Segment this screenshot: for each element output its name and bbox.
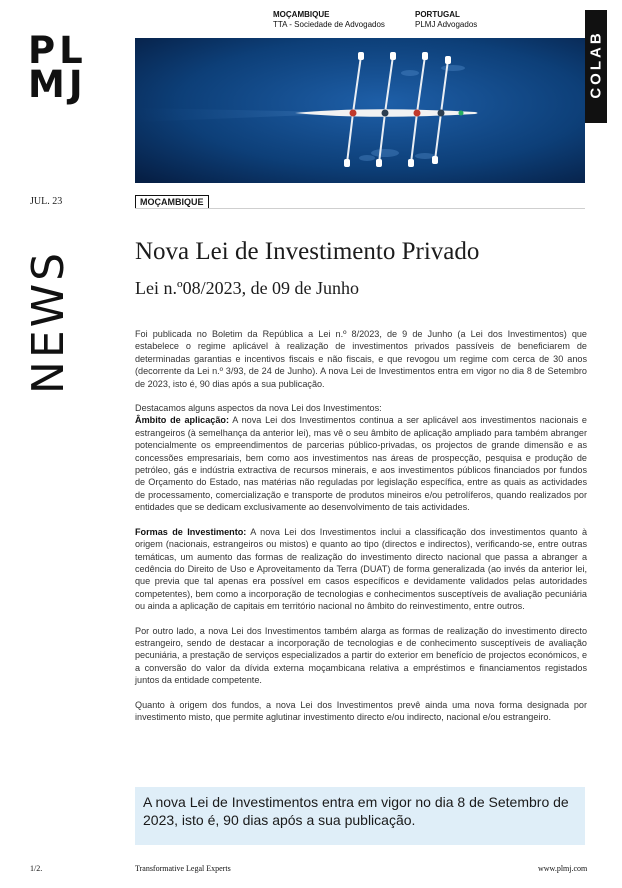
page-number: 1/2. [30,864,43,873]
paragraph-text: A nova Lei dos Investimentos inclui a classificação dos investimentos quanto à origem (nacionais, estrangeiros ou mistos) e quanto ao tipo (directos e indirectos), verificando-se, entre outras temáticas, um aumento das formas de realização do investimento directo nacional que passa a abranger a cedência do Direito de Uso e Aproveitamento da Terra (DUAT) de forma generalizada (ao invés da anterior lei, que previa que tal apenas era possível em casos específicos e devidamente validados pelas autoridades competentes), bem como a incorporação de tecnologias e conhecimentos susceptíveis de avaliação pecuniária ou ainda a aplicação de capitais em território nacional no âmbito do reinvestimento, entre outros. [135,526,587,612]
office-mozambique [273,10,385,30]
article-body [135,328,587,735]
logo-line-1: PL [28,29,87,72]
colab-label: COLAB [587,30,605,99]
office-country: PORTUGAL [415,10,460,19]
paragraph-scope [135,414,587,513]
paragraph: Foi publicada no Boletim da República a Lei n.º 8/2023, de 9 de Junho (a Lei dos Investimentos) que estabelece o regime aplicável à realização de investimentos privados passíveis de beneficiarem de determinadas garantias e incentivos fiscais e não fiscais, e que revogou um regime com cerca de 30 anos (decorrente da Lei n.º 3/93, de 24 de Junho). A nova Lei de Investimentos entra em vigor no dia 8 de Setembro de 2023, isto é, 90 dias após a sua publicação. [135,329,587,389]
highlight-box [135,787,585,845]
hero-rowing-image [135,38,585,183]
divider [135,208,585,209]
paragraph: Destacamos alguns aspectos da nova Lei dos Investimentos: [135,403,382,414]
plmj-logo [28,29,98,109]
office-firm: PLMJ Advogados [415,20,478,29]
issue-date: JUL. 23 [30,196,63,207]
paragraph: Quanto à origem dos fundos, a nova Lei dos Investimentos prevê ainda uma nova forma designada por investimento misto, que permite aglutinar investimento directo e/ou indirecto, nacional e/ou estrangeiro. [135,699,587,722]
office-country: MOÇAMBIQUE [273,10,330,19]
office-firm: TTA - Sociedade de Advogados [273,20,385,29]
article-subtitle: Lei n.º08/2023, de 09 de Junho [135,278,360,298]
office-portugal [415,10,477,30]
paragraph-label: Âmbito de aplicação: [135,415,229,426]
article-title: Nova Lei de Investimento Privado [135,238,480,265]
logo-line-2: MJ [28,63,87,106]
paragraph: Por outro lado, a nova Lei dos Investimentos também alarga as formas de realização do investimento directo estrangeiro, sendo de destacar a incorporação de tecnologias e de conhecimento susceptíveis de avaliação pecuniária, a prestação de serviços especializados a partir do exterior em benefício de projectos económicos, e a conversão do valor da dívida externa moçambicana relativa a empréstimos e financiamentos registados juntos da entidade competente. [135,625,587,686]
paragraph-text: A nova Lei dos Investimentos continua a ser aplicável aos investimentos nacionais e estrangeiros (à semelhança da anterior lei), mas vê o seu âmbito de aplicação ampliado para também abranger potencialmente os empreendimentos de parcerias público-privadas, os projectos de grande dimensão e as concessões empresariais, bem como aos investimentos nas áreas de prospecção, pesquisa e produção de petróleo, gás e indústria extractiva de recursos minerais, e aos investimentos públicos financiados por fundos de Orçamento do Estado, nas matérias não reguladas por legislação específica, entre as quais as actividades de processamento, comercialização e transporte de produtos mineiros e/ou petrolíferos, quando realizados por entidades que se dedicam exclusivamente ao desenvolvimento de tais actividades. [135,415,587,513]
paragraph-forms [135,526,587,613]
footer-tagline: Transformative Legal Experts [135,864,231,873]
country-tag: MOÇAMBIQUE [135,195,209,209]
footer-url[interactable]: www.plmj.com [538,864,588,873]
highlight-text: A nova Lei de Investimentos entra em vigor no dia 8 de Setembro de 2023, isto é, 90 dias após a sua publicação. [143,794,569,828]
paragraph-label: Formas de Investimento: [135,526,247,537]
section-label-news: NEWS [23,249,74,395]
colab-tab [585,10,607,123]
